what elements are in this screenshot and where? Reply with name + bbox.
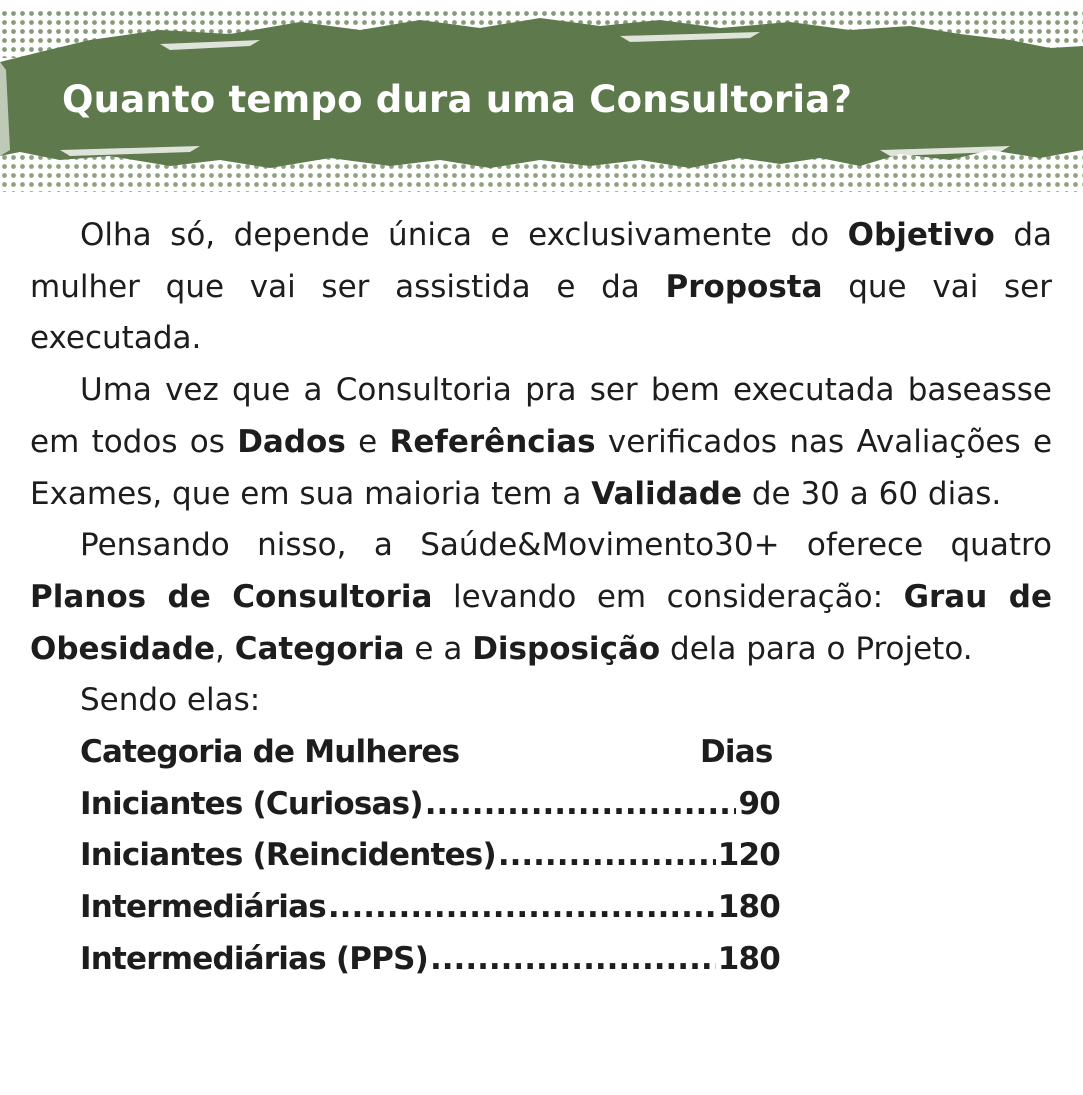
days-value: 120 — [717, 837, 780, 874]
days-value: 180 — [717, 940, 780, 977]
table-row — [80, 830, 780, 882]
category-label: Intermediárias (PPS) — [80, 940, 428, 977]
list-intro: Sendo elas: — [80, 682, 261, 719]
category-label: Iniciantes (Reincidentes) — [80, 837, 496, 874]
dot-leader — [328, 882, 716, 934]
title-banner — [0, 0, 1083, 200]
category-label: Iniciantes (Curiosas) — [80, 785, 423, 822]
table-row — [80, 882, 780, 934]
column-header-days: Dias — [700, 734, 773, 771]
days-value: 180 — [717, 889, 780, 926]
table-row — [80, 779, 780, 831]
article-body — [30, 210, 1052, 986]
paragraph-plans: Pensando nisso, a Saúde&Movimento30+ oferece quatro Planos de Consultoria levando em consideração: Grau de Obesidade, Categoria e a Disposição dela para o Projeto. — [30, 527, 1052, 667]
dot-leader — [430, 934, 716, 986]
column-header-category: Categoria de Mulheres — [80, 734, 460, 771]
paragraph-objective: Olha só, depende única e exclusivamente do Objetivo da mulher que vai ser assistida e da Proposta que vai ser executada. — [30, 217, 1052, 357]
paragraph-validity: Uma vez que a Consultoria pra ser bem executada baseasse em todos os Dados e Referências verificados nas Avaliações e Exames, que em sua maioria tem a Validade de 30 a 60 dias. — [30, 372, 1053, 512]
days-value: 90 — [738, 785, 780, 822]
plans-table — [80, 727, 780, 986]
dot-leader — [425, 779, 737, 831]
table-row — [80, 934, 780, 986]
category-label: Intermediárias — [80, 889, 326, 926]
page-title: Quanto tempo dura uma Consultoria? — [62, 78, 853, 121]
dot-leader — [498, 830, 716, 882]
table-header — [80, 727, 780, 779]
